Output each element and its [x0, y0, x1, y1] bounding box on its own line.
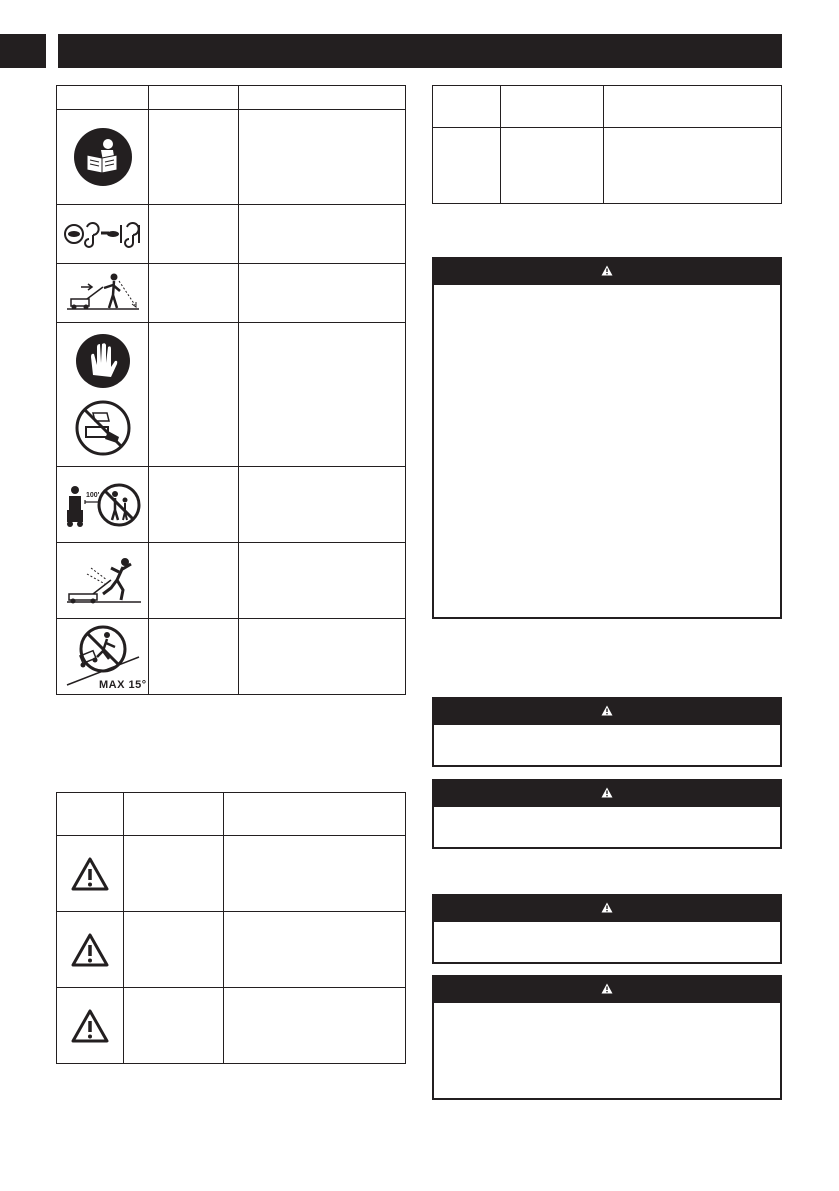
column-divider [603, 86, 604, 203]
thrown-object-icon [57, 264, 148, 322]
warning-box [432, 894, 782, 964]
remove-key-icon [57, 205, 148, 263]
warning-triangle-icon [57, 836, 123, 911]
warning-header [434, 896, 780, 922]
column-divider [148, 86, 149, 694]
warning-box [432, 779, 782, 849]
blade-hand-icon [57, 323, 148, 466]
warning-box [432, 975, 782, 1100]
warning-header [434, 977, 780, 1003]
read-manual-icon [57, 110, 148, 204]
column-divider [223, 793, 224, 1063]
column-divider [238, 86, 239, 694]
warning-box [432, 697, 782, 767]
safety-alert-table [56, 792, 406, 1064]
warning-triangle-small-icon [601, 983, 613, 997]
warning-triangle-icon [57, 988, 123, 1063]
side-language-tab [0, 34, 46, 68]
keep-bystanders-away-icon [57, 467, 148, 542]
warning-header [434, 259, 780, 285]
warning-triangle-small-icon [601, 705, 613, 719]
page-header-bar [58, 34, 782, 68]
warning-box-large [432, 257, 782, 619]
warning-triangle-small-icon [601, 787, 613, 801]
warning-header [434, 781, 780, 807]
symbols-table [56, 85, 406, 695]
svg-text:100': 100' [85, 491, 99, 499]
warning-triangle-small-icon [601, 265, 613, 279]
header-divider [433, 127, 781, 128]
warning-header [434, 699, 780, 725]
slope-caption: MAX 15° [99, 679, 147, 691]
right-info-table [432, 85, 782, 204]
warning-triangle-icon [57, 912, 123, 987]
warning-triangle-small-icon [601, 902, 613, 916]
column-divider [500, 86, 501, 203]
slip-fall-icon [57, 543, 148, 618]
column-divider [123, 793, 124, 1063]
